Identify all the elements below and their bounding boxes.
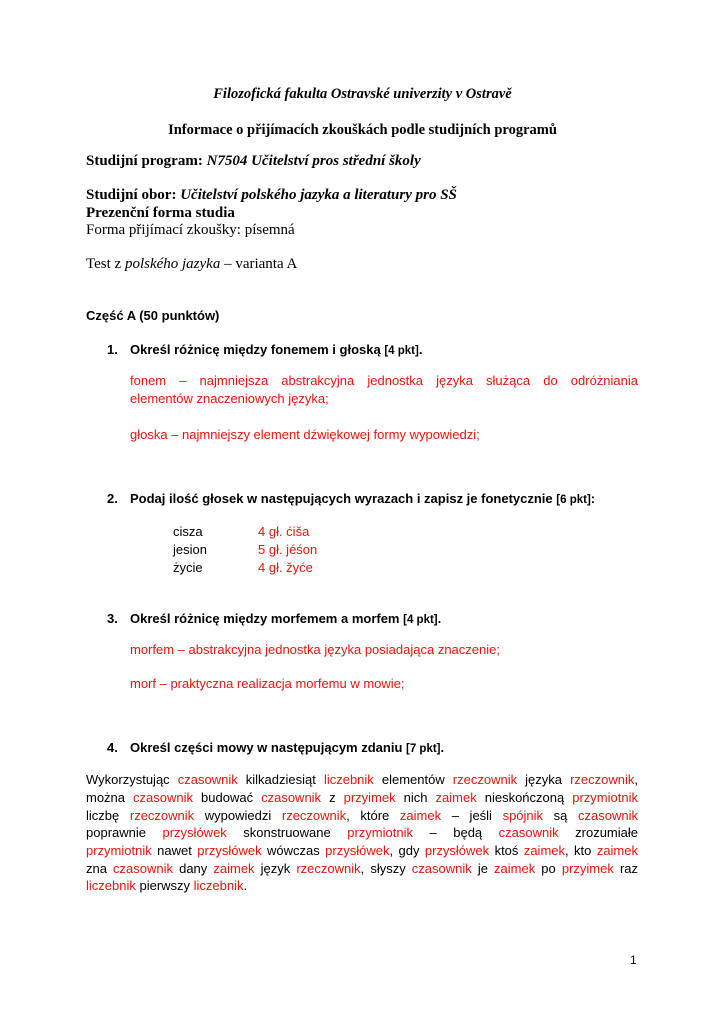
part-of-speech-label: przyimek <box>561 861 614 876</box>
sentence-word: wówczas <box>261 843 326 858</box>
sentence-word: , gdy <box>389 843 425 858</box>
part-of-speech-label: przysłówek <box>325 843 390 858</box>
part-of-speech-label: przysłówek <box>424 843 490 858</box>
sentence-word: ktoś <box>489 843 524 858</box>
sentence-word: elementów <box>373 772 453 787</box>
sentence-word: kilkadziesiąt <box>237 772 324 787</box>
q1-answer-fonem-line1: fonem – najmniejsza abstrakcyjna jednostka języka służąca do odróżniania <box>130 373 638 388</box>
part-of-speech-label: przyimek <box>343 790 396 805</box>
q4-sentence-line <box>86 808 638 823</box>
sentence-word: skonstruowane <box>226 825 348 840</box>
sentence-word: , <box>634 772 638 787</box>
test-variant <box>86 256 297 273</box>
sentence-word: nawet <box>151 843 198 858</box>
part-of-speech-label: przymiotnik <box>86 843 152 858</box>
sentence-word: , słyszy <box>360 861 412 876</box>
part-of-speech-label: zaimek <box>494 861 536 876</box>
sentence-word: pierwszy <box>135 878 194 893</box>
part-of-speech-label: zaimek <box>399 808 442 823</box>
part-of-speech-label: zaimek <box>435 790 477 805</box>
part-of-speech-label: liczebnik <box>193 878 244 893</box>
sentence-word: języka <box>517 772 571 787</box>
faculty-title: Filozofická fakulta Ostravské univerzity v Ostravě <box>213 86 512 102</box>
sentence-word: , które <box>346 808 400 823</box>
sentence-word: dany <box>173 861 214 876</box>
q1-dot: . <box>418 342 423 357</box>
part-of-speech-label: czasownik <box>133 790 194 805</box>
q3-points: [4 pkt] <box>403 614 438 626</box>
part-of-speech-label: zaimek <box>213 861 255 876</box>
q1-number: 1. <box>107 342 118 357</box>
q3-question <box>130 611 441 626</box>
part-of-speech-label: rzeczownik <box>570 772 635 787</box>
q3-answer-morfem: morfem – abstrakcyjna jednostka języka posiadająca znaczenie; <box>130 642 500 657</box>
q1-text: Określ różnicę między fonemem i głoską <box>130 342 381 357</box>
part-of-speech-label: rzeczownik <box>452 772 518 787</box>
q1-question <box>130 342 422 357</box>
part-of-speech-label: przysłówek <box>197 843 262 858</box>
sentence-word: budować <box>193 790 262 805</box>
q3-text: Określ różnicę między morfemem a morfem <box>130 611 400 626</box>
sentence-word: – będą <box>413 825 499 840</box>
field-value: Učitelství polského jazyka a literatury pro SŠ <box>180 187 457 203</box>
q2-question <box>130 491 595 506</box>
part-of-speech-label: przymiotnik <box>347 825 413 840</box>
q2-word-row: cisza <box>173 524 203 539</box>
sentence-word: są <box>543 808 579 823</box>
test-subject: polského jazyka <box>124 256 221 272</box>
q2-text: Podaj ilość głosek w następujących wyrazach i zapisz je fonetycznie <box>130 491 553 506</box>
sentence-word: nich <box>395 790 436 805</box>
q4-text: Określ części mowy w następującym zdaniu <box>130 740 403 755</box>
study-program <box>86 153 421 170</box>
sentence-word: z <box>321 790 344 805</box>
q2-word-row: życie <box>173 560 203 575</box>
q3-dot: . <box>437 611 442 626</box>
info-title: Informace o přijímacích zkouškách podle studijních programů <box>168 122 557 138</box>
q4-points: [7 pkt] <box>406 743 441 755</box>
q1-answer-fonem-line2: elementów znaczeniowych języka; <box>130 391 329 406</box>
sentence-word: je <box>471 861 495 876</box>
study-field <box>86 187 457 204</box>
sentence-word: . <box>243 878 248 893</box>
part-of-speech-label: czasownik <box>578 808 638 823</box>
q2-points: [6 pkt] <box>556 494 591 506</box>
q1-answer-gloska: głoska – najmniejszy element dźwiękowej formy wypowiedzi; <box>130 427 480 442</box>
q2-word-row: jesion <box>173 542 207 557</box>
field-label: Studijní obor: <box>86 187 177 203</box>
q4-sentence-line <box>86 878 247 893</box>
q1-points: [4 pkt] <box>384 345 419 357</box>
q2-answer-row: 4 gł. žyće <box>258 560 313 575</box>
part-of-speech-label: czasownik <box>177 772 238 787</box>
part-of-speech-label: rzeczownik <box>296 861 361 876</box>
part-of-speech-label: przymiotnik <box>572 790 638 805</box>
part-of-speech-label: przysłówek <box>162 825 227 840</box>
page-number: 1 <box>630 953 637 967</box>
study-form: Prezenční forma studia <box>86 205 235 221</box>
sentence-word: raz <box>613 861 639 876</box>
part-of-speech-label: rzeczownik <box>281 808 347 823</box>
q2-number: 2. <box>107 491 118 506</box>
q3-answer-morf: morf – praktyczna realizacja morfemu w mowie; <box>130 676 405 691</box>
sentence-word: zrozumiałe <box>558 825 638 840</box>
part-of-speech-label: liczebnik <box>323 772 374 787</box>
part-of-speech-label: czasownik <box>411 861 472 876</box>
sentence-word: zna <box>86 861 114 876</box>
q4-sentence-line <box>86 825 638 840</box>
q4-number: 4. <box>107 740 118 755</box>
test-prefix: Test z <box>86 256 125 272</box>
sentence-word: wypowiedzi <box>194 808 282 823</box>
sentence-word: – jeśli <box>441 808 503 823</box>
section-a-heading: Część A (50 punktów) <box>86 308 220 323</box>
part-of-speech-label: spójnik <box>502 808 544 823</box>
sentence-word: poprawnie <box>86 825 163 840</box>
sentence-word: liczbę <box>86 808 130 823</box>
test-suffix: – varianta A <box>220 256 298 272</box>
program-value: N7504 Učitelství pros střední školy <box>206 153 421 169</box>
sentence-word: nieskończoną <box>476 790 573 805</box>
q4-sentence-line <box>86 790 638 805</box>
q4-sentence-line <box>86 843 638 858</box>
part-of-speech-label: liczebnik <box>86 878 136 893</box>
program-label: Studijní program: <box>86 153 203 169</box>
part-of-speech-label: czasownik <box>498 825 559 840</box>
exam-form: Forma přijímací zkoušky: písemná <box>86 222 295 238</box>
q4-sentence-line <box>86 772 638 787</box>
part-of-speech-label: czasownik <box>113 861 174 876</box>
sentence-word: język <box>254 861 297 876</box>
q4-question <box>130 740 444 755</box>
q4-sentence-line <box>86 861 638 876</box>
sentence-word: można <box>86 790 134 805</box>
q2-colon: : <box>590 491 596 506</box>
q3-number: 3. <box>107 611 118 626</box>
part-of-speech-label: zaimek <box>523 843 566 858</box>
part-of-speech-label: czasownik <box>261 790 322 805</box>
sentence-word: , kto <box>565 843 597 858</box>
q4-dot: . <box>440 740 445 755</box>
part-of-speech-label: zaimek <box>596 843 638 858</box>
sentence-word: po <box>535 861 562 876</box>
q2-answer-row: 5 gł. jéśon <box>258 542 318 557</box>
sentence-word: Wykorzystując <box>86 772 178 787</box>
q2-answer-row: 4 gł. ćiša <box>258 524 310 539</box>
part-of-speech-label: rzeczownik <box>129 808 195 823</box>
